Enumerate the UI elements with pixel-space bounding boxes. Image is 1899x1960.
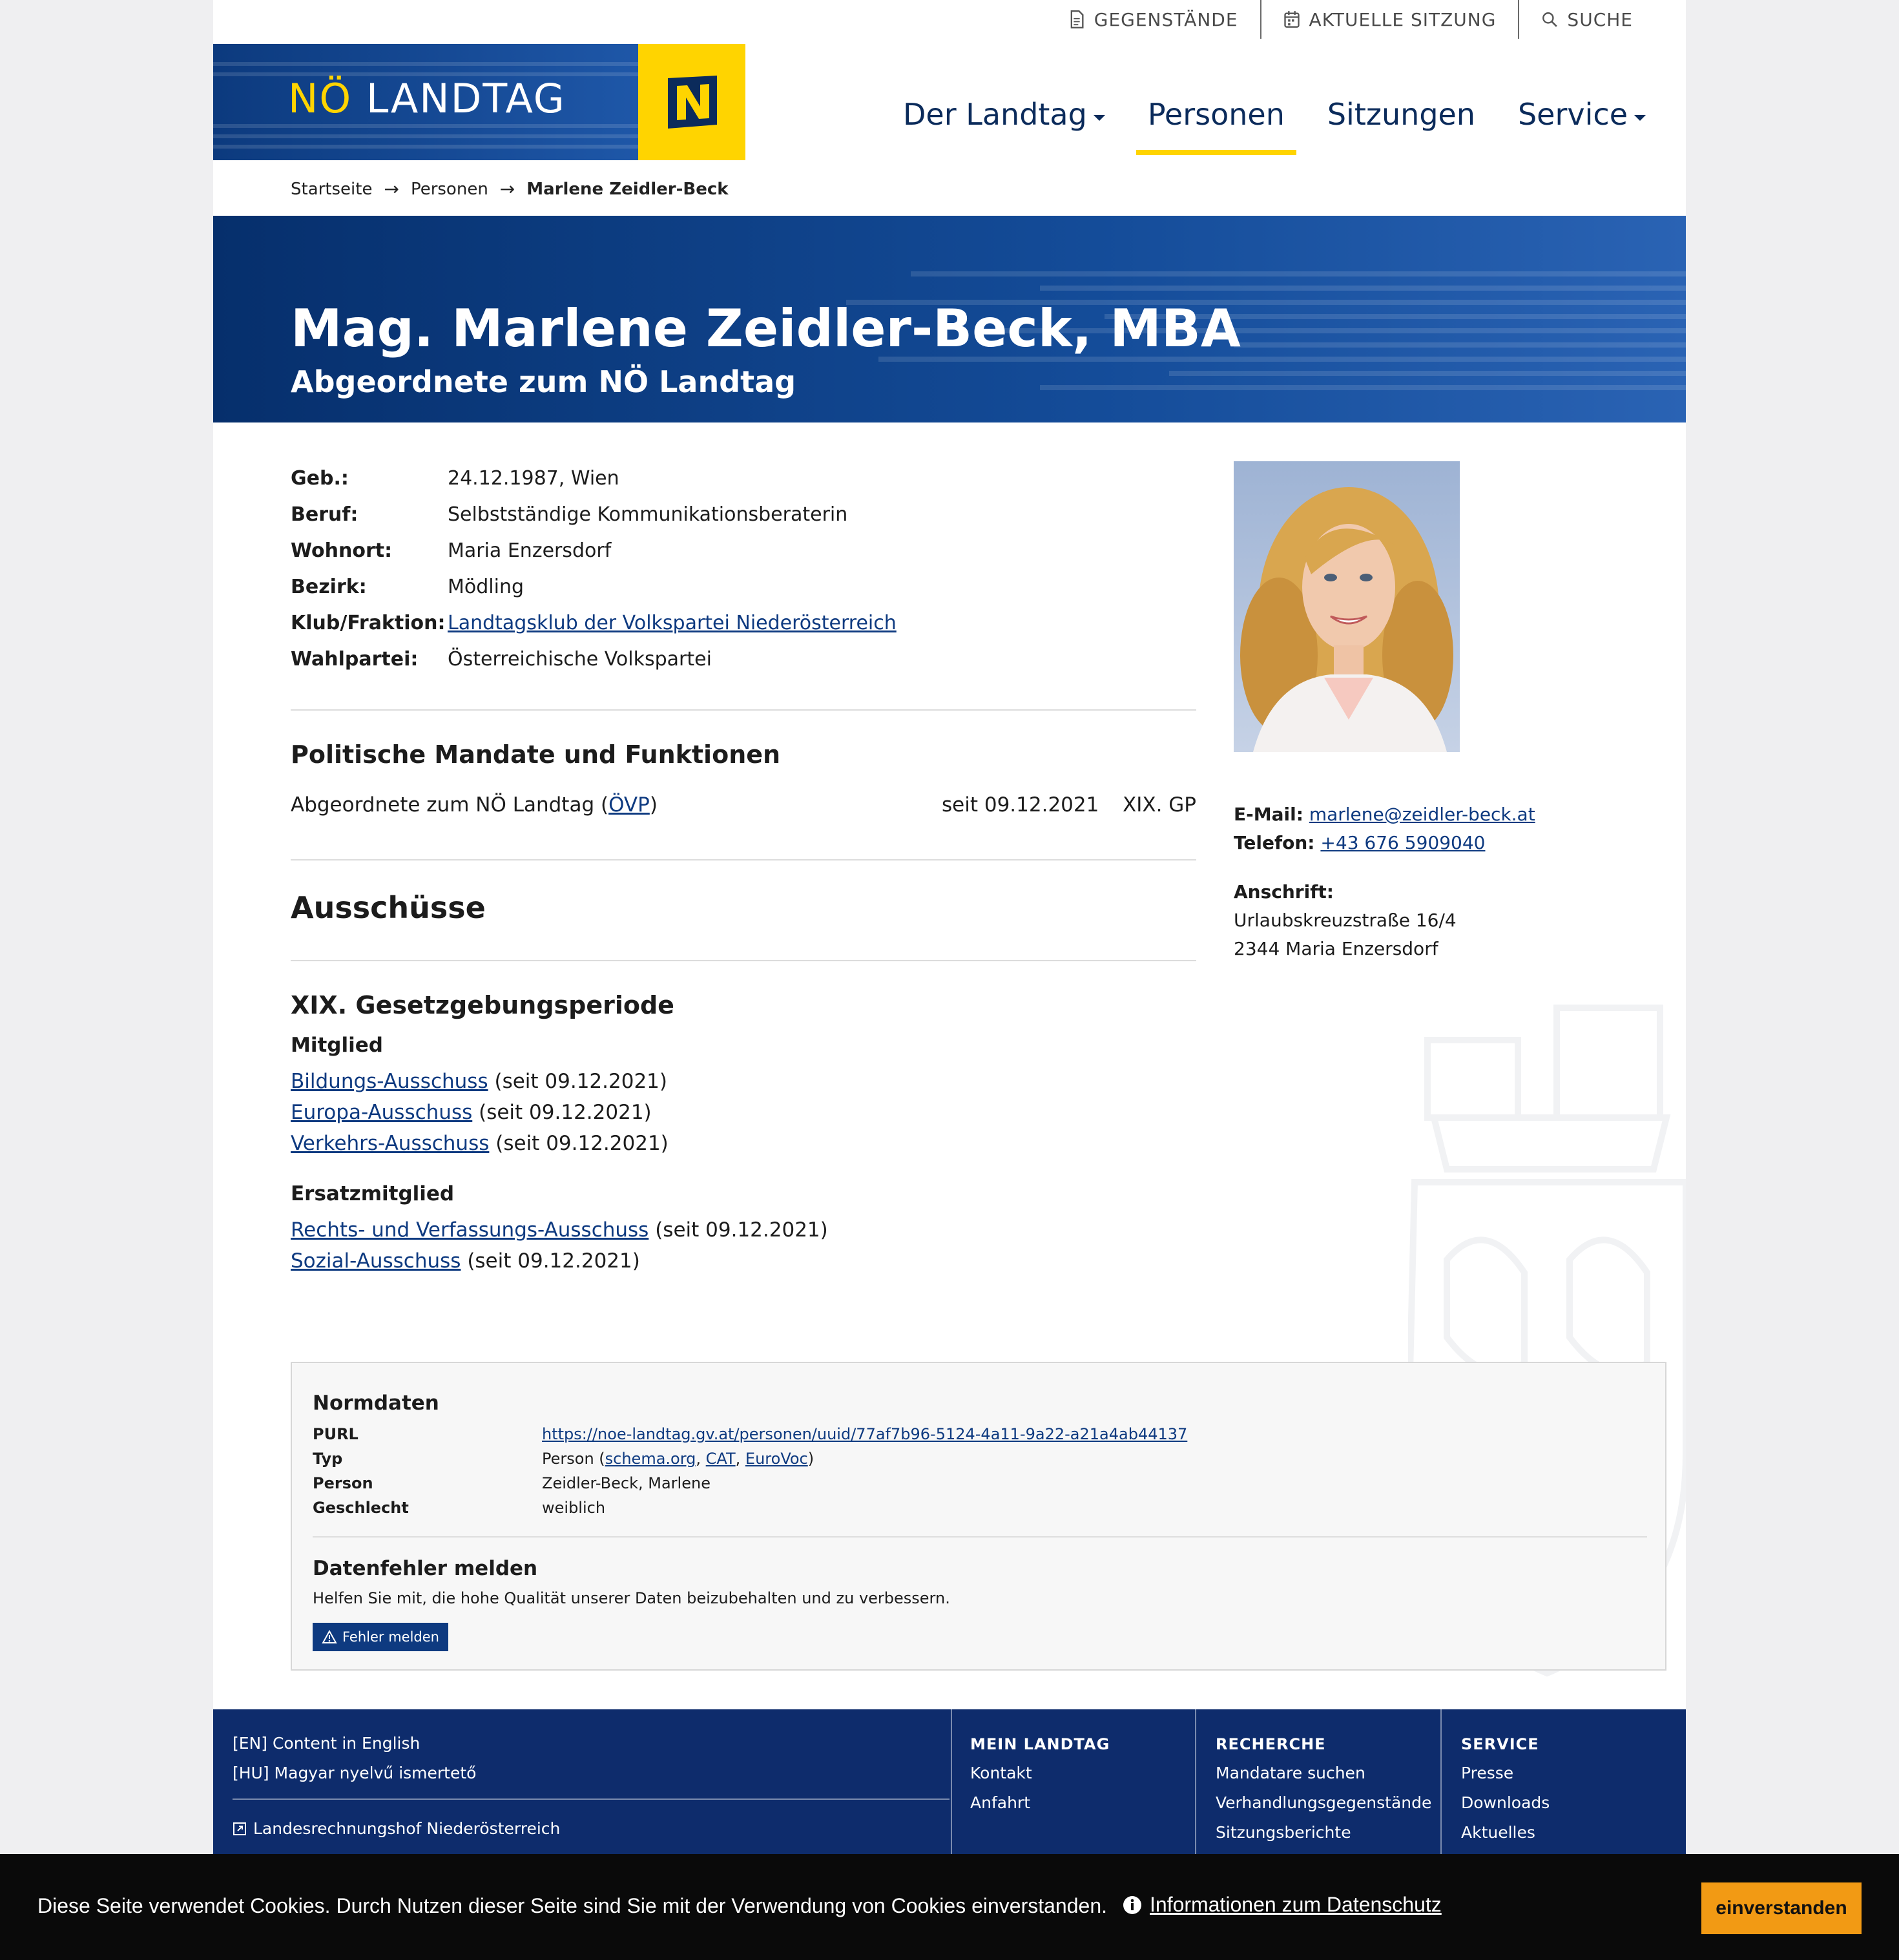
profile-row-party: Wahlpartei: Österreichische Volkspartei	[291, 647, 712, 671]
utility-label: GEGENSTÄNDE	[1094, 8, 1238, 30]
report-text: Helfen Sie mit, die hohe Qualität unserer Daten beizubehalten und zu verbessern.	[313, 1589, 950, 1607]
member-label: Mitglied	[291, 1034, 383, 1057]
search-icon	[1541, 10, 1558, 28]
mandate-role: Abgeordnete zum NÖ Landtag (ÖVP)	[291, 793, 658, 817]
site-logo[interactable]	[213, 44, 745, 160]
footer-link-aktuelles[interactable]: Aktuelles	[1461, 1823, 1535, 1842]
footer-col-title: MEIN LANDTAG	[970, 1735, 1110, 1753]
external-link-icon	[233, 1822, 247, 1836]
nav-sitzungen[interactable]: Sitzungen	[1327, 97, 1475, 132]
norm-row-typ: Typ Person (schema.org, CAT, EuroVoc)	[313, 1450, 815, 1468]
normdaten-box	[291, 1362, 1666, 1671]
committees-title: Ausschüsse	[291, 890, 486, 925]
nav-der-landtag[interactable]: Der Landtag	[891, 97, 1117, 155]
phone-link[interactable]: +43 676 5909040	[1320, 832, 1486, 853]
norm-row-gender: Geschlecht weiblich	[313, 1499, 606, 1517]
footer-link-verhandlung[interactable]: Verhandlungsgegenstände	[1216, 1793, 1432, 1812]
calendar-icon	[1283, 10, 1300, 28]
committee-link[interactable]: Bildungs-Ausschuss	[291, 1070, 488, 1093]
footer-link-presse[interactable]: Presse	[1461, 1764, 1514, 1782]
email-link[interactable]: marlene@zeidler-beck.at	[1309, 804, 1535, 825]
main-nav	[872, 97, 1657, 155]
footer-link-rechnungshof[interactable]: Landesrechnungshof Niederösterreich	[233, 1819, 560, 1838]
arrow-right-icon: →	[384, 178, 399, 200]
breadcrumb-startseite[interactable]: Startseite	[291, 179, 373, 199]
utility-item-suche[interactable]	[1518, 0, 1655, 39]
divider	[233, 1798, 950, 1800]
purl-link[interactable]: https://noe-landtag.gv.at/personen/uuid/77af7b96-5124-4a11-9a22-a21a4ab44137	[542, 1425, 1188, 1443]
breadcrumb	[291, 178, 729, 200]
profile-row-job: Beruf: Selbstständige Kommunikationsberaterin	[291, 503, 848, 526]
footer-link-kontakt[interactable]: Kontakt	[970, 1764, 1032, 1782]
logo-badge	[638, 44, 745, 160]
footer-col-title: RECHERCHE	[1216, 1735, 1326, 1753]
address-label: Anschrift:	[1234, 881, 1334, 902]
noe-n-icon	[663, 73, 721, 131]
footer-link-hungarian[interactable]: [HU] Magyar nyelvű ismertető	[233, 1764, 477, 1782]
utility-label: AKTUELLE SITZUNG	[1309, 8, 1497, 30]
mandates-title: Politische Mandate und Funktionen	[291, 740, 781, 769]
eurovoc-link[interactable]: EuroVoc	[745, 1450, 808, 1468]
footer-link-anfahrt[interactable]: Anfahrt	[970, 1793, 1030, 1812]
footer-link-sitzungsberichte[interactable]: Sitzungsberichte	[1216, 1823, 1351, 1842]
substitute-label: Ersatzmitglied	[291, 1182, 455, 1205]
party-link[interactable]: ÖVP	[608, 793, 650, 817]
utility-label: SUCHE	[1567, 8, 1633, 30]
page-subtitle: Abgeordnete zum NÖ Landtag	[291, 364, 796, 399]
page-title: Mag. Marlene Zeidler-Beck, MBA	[291, 298, 1241, 359]
norm-row-person: Person Zeidler-Beck, Marlene	[313, 1474, 711, 1492]
nav-personen[interactable]: Personen	[1136, 97, 1296, 155]
club-link[interactable]: Landtagsklub der Volkspartei Niederösterreich	[448, 611, 897, 634]
profile-info	[291, 460, 897, 677]
address-line: 2344 Maria Enzersdorf	[1234, 938, 1438, 959]
contact-email: E-Mail: marlene@zeidler-beck.at	[1234, 804, 1535, 825]
footer-col-title: SERVICE	[1461, 1735, 1539, 1753]
norm-row-purl: PURL https://noe-landtag.gv.at/personen/uuid/77af7b96-5124-4a11-9a22-a21a4ab44137	[313, 1425, 1188, 1443]
footer-link-downloads[interactable]: Downloads	[1461, 1793, 1550, 1812]
committee-item: Bildungs-Ausschuss (seit 09.12.2021)	[291, 1070, 667, 1093]
utility-item-aktuelle-sitzung[interactable]	[1260, 0, 1519, 39]
utility-nav	[1046, 0, 1655, 39]
committee-item: Europa-Ausschuss (seit 09.12.2021)	[291, 1101, 652, 1124]
divider	[313, 1536, 1647, 1538]
footer-link-english[interactable]: [EN] Content in English	[233, 1734, 420, 1753]
mandate-row	[291, 793, 1196, 817]
page-container	[213, 0, 1686, 1960]
info-icon	[1123, 1895, 1142, 1915]
committee-item: Verkehrs-Ausschuss (seit 09.12.2021)	[291, 1132, 669, 1155]
document-icon	[1068, 10, 1085, 28]
breadcrumb-personen[interactable]: Personen	[410, 179, 488, 199]
privacy-info-link[interactable]: Informationen zum Datenschutz	[1123, 1893, 1442, 1917]
portrait-photo	[1234, 461, 1460, 752]
divider	[291, 709, 1196, 711]
breadcrumb-current: Marlene Zeidler-Beck	[526, 179, 729, 199]
chevron-down-icon	[1094, 115, 1105, 121]
nav-service[interactable]: Service	[1506, 97, 1657, 155]
divider	[291, 859, 1196, 860]
profile-row-district: Bezirk: Mödling	[291, 575, 524, 598]
cookie-accept-button[interactable]: einverstanden	[1701, 1882, 1862, 1934]
page-hero	[213, 216, 1686, 422]
committee-link[interactable]: Europa-Ausschuss	[291, 1101, 473, 1124]
committee-link[interactable]: Sozial-Ausschuss	[291, 1249, 461, 1273]
profile-row-residence: Wohnort: Maria Enzersdorf	[291, 539, 612, 562]
footer-link-mandatare[interactable]: Mandatare suchen	[1216, 1764, 1365, 1782]
cookie-banner	[0, 1854, 1899, 1960]
cat-link[interactable]: CAT	[705, 1450, 736, 1468]
cookie-text: Diese Seite verwendet Cookies. Durch Nutzen dieser Seite sind Sie mit der Verwendung von Cookies einverstanden.	[37, 1894, 1107, 1917]
committee-item: Rechts- und Verfassungs-Ausschuss (seit 09.12.2021)	[291, 1218, 828, 1242]
profile-row-club: Klub/Fraktion: Landtagsklub der Volkspartei Niederösterreich	[291, 611, 897, 634]
committee-link[interactable]: Verkehrs-Ausschuss	[291, 1132, 490, 1155]
period-title: XIX. Gesetzgebungsperiode	[291, 991, 674, 1019]
utility-item-gegenstaende[interactable]	[1046, 0, 1260, 39]
chevron-down-icon	[1634, 115, 1646, 121]
logo-wordmark: NÖ LANDTAG	[288, 75, 566, 122]
contact-phone: Telefon: +43 676 5909040	[1234, 832, 1486, 853]
report-title: Datenfehler melden	[313, 1557, 538, 1580]
warning-icon	[322, 1630, 337, 1644]
committee-link[interactable]: Rechts- und Verfassungs-Ausschuss	[291, 1218, 649, 1242]
mandate-since: seit 09.12.2021	[942, 793, 1099, 817]
divider	[291, 960, 1196, 961]
profile-row-birth: Geb.: 24.12.1987, Wien	[291, 466, 619, 490]
address-line: Urlaubskreuzstraße 16/4	[1234, 910, 1457, 931]
normdaten-title: Normdaten	[313, 1392, 439, 1415]
mandate-period: XIX. GP	[1122, 793, 1196, 817]
committee-item: Sozial-Ausschuss (seit 09.12.2021)	[291, 1249, 640, 1273]
report-error-button[interactable]: Fehler melden	[313, 1623, 448, 1651]
schema-org-link[interactable]: schema.org	[605, 1450, 696, 1468]
arrow-right-icon: →	[499, 178, 515, 200]
